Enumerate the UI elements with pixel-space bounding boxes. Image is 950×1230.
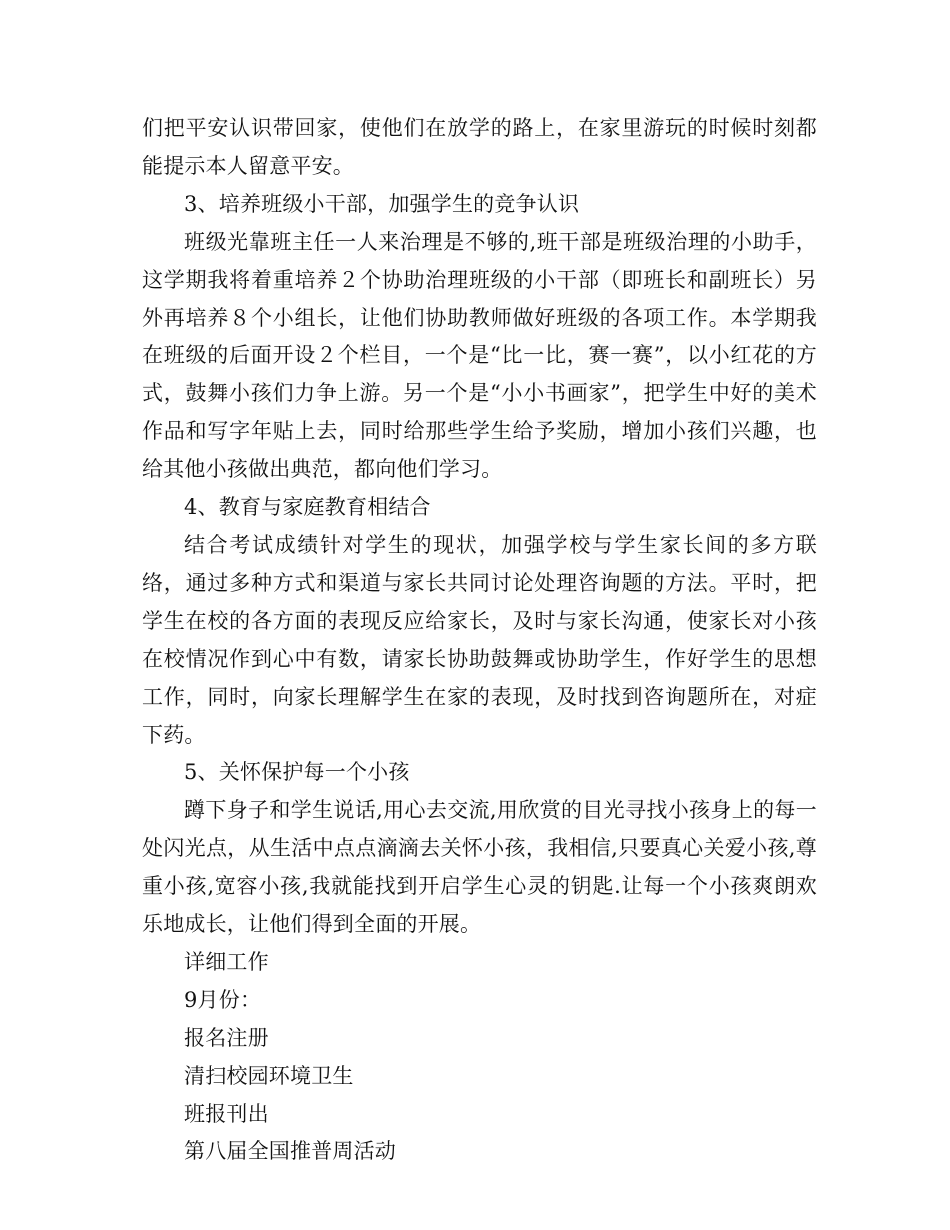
section-5-paragraph: 蹲下身子和学生说话,用心去交流,用欣赏的目光寻找小孩身上的每一处闪光点，从生活中点点滴滴去关怀小孩，我相信,只要真心关爱小孩,尊重小孩,宽容小孩,我就能找到开启学生心灵的钥匙.让每一个小孩爽朗欢乐地成长，让他们得到全面的开展。 [142, 798, 817, 937]
work-item: 班报刊出 [184, 1101, 269, 1126]
section-3-paragraph: 班级光靠班主任一人来治理是不够的,班干部是班级治理的小助手，这学期我将着重培养２个协助治理班级的小干部（即班长和副班长）另外再培养８个小组长，让他们协助教师做好班级的各项工作。本学期我在班级的后面开设２个栏目，一个是“比一比，赛一赛”，以小红花的方式，鼓舞小孩们力争上游。另一个是“小小书画家”，把学生中好的美术作品和写字年贴上去，同时给那些学生给予奖励，增加小孩们兴趣，也给其他小孩做出典范，都向他们学习。 [142, 229, 817, 482]
work-item: 第八届全国推普周活动 [184, 1139, 396, 1164]
section-4-heading: 4、教育与家庭教育相结合 [184, 495, 431, 520]
work-heading: 详细工作 [184, 949, 269, 974]
section-4-paragraph: 结合考试成绩针对学生的现状，加强学校与学生家长间的多方联络，通过多种方式和渠道与家长共同讨论处理咨询题的方法。平时，把学生在校的各方面的表现反应给家长，及时与家长沟通，使家长对小孩在校情况作到心中有数，请家长协助鼓舞或协助学生，作好学生的思想工作，同时，向家长理解学生在家的表现，及时找到咨询题所在，对症下药。 [142, 532, 817, 747]
document-body [142, 110, 817, 1171]
section-3-heading: 3、培养班级小干部，加强学生的竞争认识 [184, 191, 580, 216]
section-5-heading: 5、关怀保护每一个小孩 [184, 760, 410, 785]
work-item: 报名注册 [184, 1025, 269, 1050]
work-item: 清扫校园环境卫生 [184, 1063, 354, 1088]
work-month: 9月份： [184, 987, 262, 1012]
continuation-paragraph: 们把平安认识带回家，使他们在放学的路上，在家里游玩的时候时刻都能提示本人留意平安。 [142, 116, 817, 178]
